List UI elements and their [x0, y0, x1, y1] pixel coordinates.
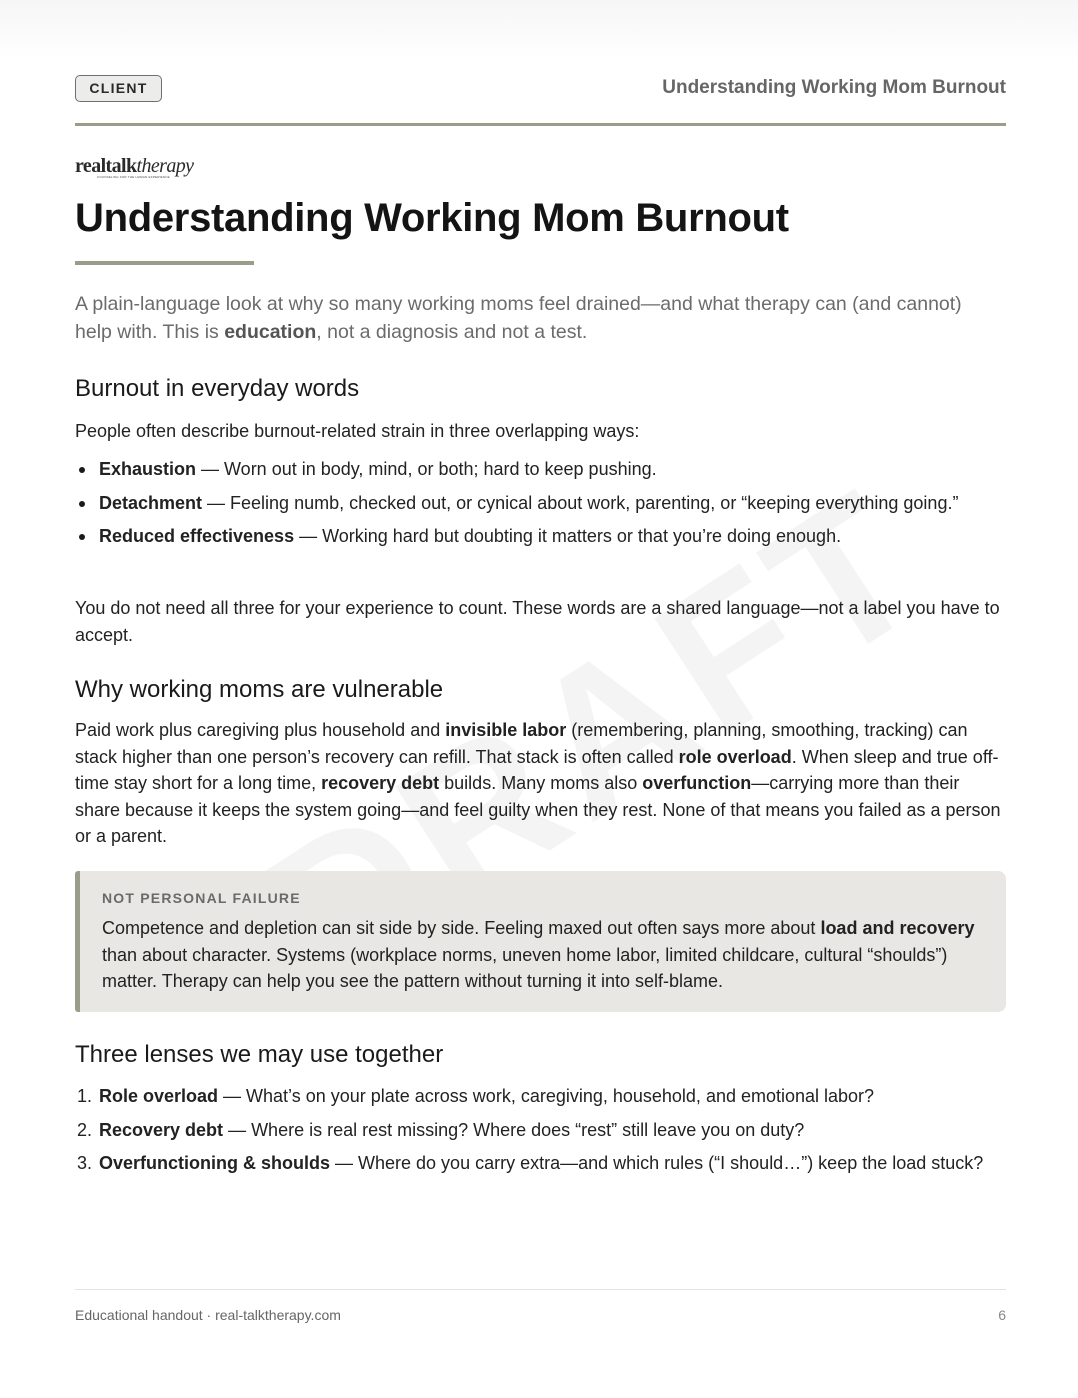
- bold-role-overload: role overload: [678, 746, 792, 767]
- lens-text: — Where do you carry extra—and which rules (“I should…”) keep the load stuck?: [330, 1153, 984, 1173]
- lead-text-1: A plain-language look at why so many working moms feel drained—and what therapy can (and cannot) help with. This is: [75, 293, 962, 343]
- logo-word-therapy: therapy: [136, 155, 194, 177]
- lens-term: Overfunctioning & shoulds: [99, 1153, 331, 1173]
- list-item: [77, 1117, 1006, 1144]
- callout-text: [102, 915, 992, 995]
- lead-text-2: , not a diagnosis and not a test.: [316, 321, 588, 343]
- list-item: [99, 490, 1006, 517]
- lens-text: — What’s on your plate across work, caregiving, household, and emotional labor?: [218, 1086, 875, 1106]
- bold-overfunction: overfunction: [642, 773, 752, 793]
- logo-tagline: COUNSELING FOR THE HUMAN EXPERIENCE: [97, 175, 170, 179]
- lens-text: — Where is real rest missing? Where does “rest” still leave you on duty?: [223, 1119, 805, 1140]
- page-title: Understanding Working Mom Burnout: [75, 196, 789, 240]
- lead-bold-education: education: [224, 321, 317, 343]
- bullet-text: — Feeling numb, checked out, or cynical about work, parenting, or “keeping everything going.”: [202, 492, 959, 513]
- section2-text: —carrying more than their share because it keeps the system going—and feel guilty when they rest. None of that means you failed as a person or a parent.: [75, 773, 1001, 846]
- callout-title: NOT PERSONAL FAILURE: [102, 890, 301, 906]
- section2-text: builds. Many moms also: [439, 773, 643, 793]
- bullet-text: — Working hard but doubting it matters or that you’re doing enough.: [294, 526, 842, 546]
- bullet-text: — Worn out in body, mind, or both; hard to keep pushing.: [196, 459, 657, 479]
- list-item: [99, 456, 1006, 483]
- header-bar: [75, 75, 1006, 105]
- list-item: [99, 523, 1006, 550]
- bold-invisible-labor: invisible labor: [445, 720, 567, 740]
- section2-paragraph: [75, 717, 1006, 850]
- lens-term: Recovery debt: [99, 1119, 224, 1140]
- list-number: 2.: [77, 1119, 93, 1140]
- callout-box: [75, 871, 1006, 1012]
- list-number: 3.: [77, 1153, 93, 1173]
- section-heading-burnout: Burnout in everyday words: [75, 375, 360, 402]
- burnout-bullet-list: [75, 456, 1006, 557]
- callout-text-1: Competence and depletion can sit side by side. Feeling maxed out often says more about: [102, 918, 821, 938]
- bullet-term: Reduced effectiveness: [99, 526, 295, 546]
- lens-term: Role overload: [99, 1086, 219, 1106]
- section1-intro: People often describe burnout-related strain in three overlapping ways:: [75, 421, 640, 441]
- list-item: [77, 1150, 1006, 1177]
- list-number: 1.: [77, 1086, 93, 1106]
- callout-text-2: than about character. Systems (workplace norms, uneven home labor, limited childcare, cultural “shoulds”) matter. Therapy can help you see the pattern without turning it into self-blame.: [102, 944, 948, 991]
- footer-text: Educational handout · real-talktherapy.com: [75, 1307, 341, 1323]
- bullet-term: Exhaustion: [99, 459, 197, 479]
- section-heading-lenses: Three lenses we may use together: [75, 1041, 444, 1068]
- section2-text: Paid work plus caregiving plus household and: [75, 720, 446, 740]
- realtalktherapy-logo: [75, 155, 205, 183]
- logo-word-realtalk: realtalk: [75, 155, 137, 177]
- section1-closing: You do not need all three for your experience to count. These words are a shared language—not a label you have to accept.: [75, 598, 1000, 645]
- list-item: [77, 1083, 1006, 1110]
- bold-load-and-recovery: load and recovery: [820, 918, 975, 938]
- bold-recovery-debt: recovery debt: [321, 773, 440, 793]
- section-heading-vulnerable: Why working moms are vulnerable: [75, 676, 444, 703]
- footer-divider: [75, 1289, 1006, 1290]
- lenses-numbered-list: [75, 1083, 1006, 1184]
- section2-text: (remembering, planning, smoothing, tracking) can stack higher than one person’s recovery can refill. That stack is often called: [75, 720, 968, 767]
- running-title: Understanding Working Mom Burnout: [662, 77, 1006, 98]
- bullet-term: Detachment: [99, 492, 203, 513]
- title-underline: [75, 261, 254, 265]
- page-number: 6: [998, 1307, 1006, 1323]
- header-divider: [75, 123, 1006, 126]
- section2-text: . When sleep and true off-time stay short for a long time,: [75, 746, 999, 793]
- client-badge: CLIENT: [75, 75, 162, 102]
- lead-paragraph: [75, 290, 995, 346]
